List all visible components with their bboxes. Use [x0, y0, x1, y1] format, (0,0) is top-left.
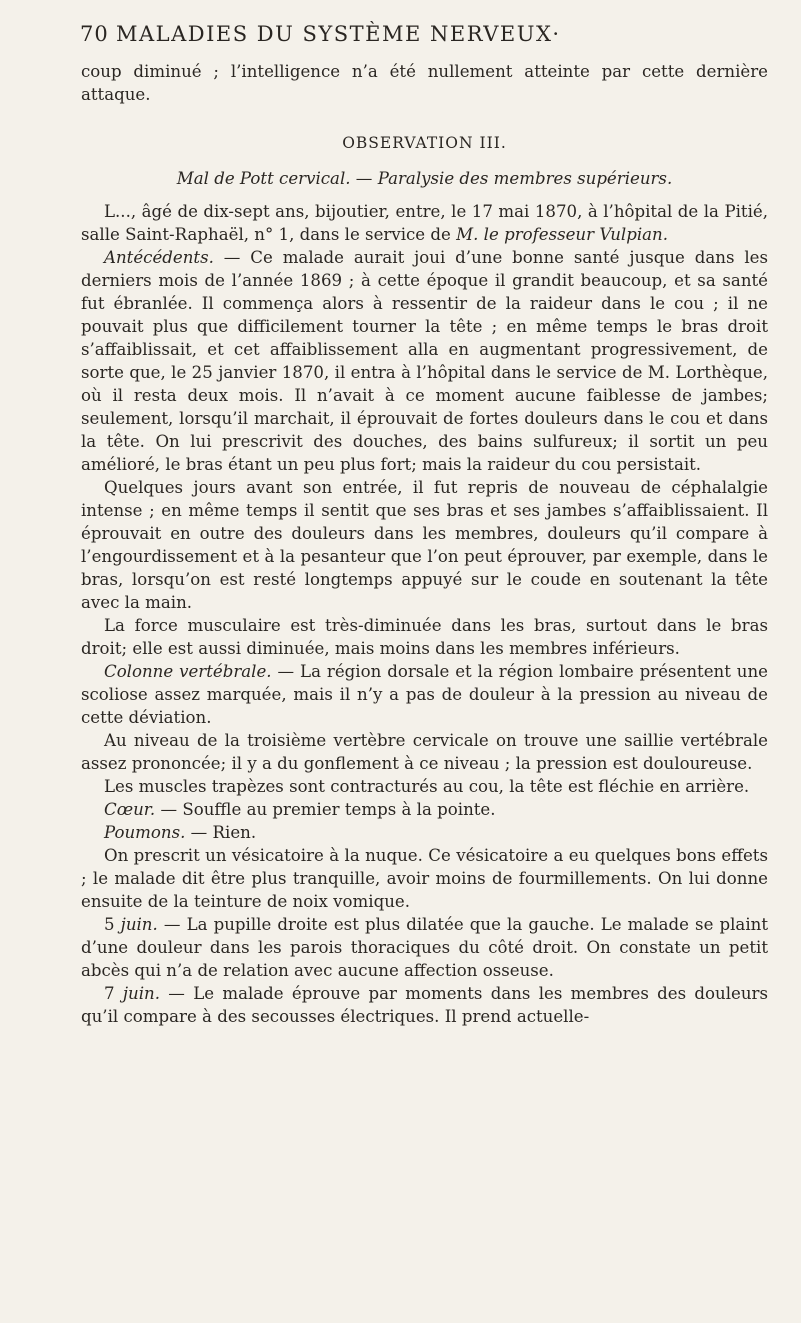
june-7-day: 7	[104, 984, 123, 1003]
june-7-month: juin.	[122, 984, 160, 1003]
running-head	[80, 22, 760, 52]
running-title: MALADIES DU SYSTÈME NERVEUX·	[116, 22, 561, 46]
subtitle-part-a: Mal de Pott cervical.	[176, 169, 351, 188]
heart-heading: Cœur.	[104, 800, 156, 819]
lungs-heading: Poumons.	[104, 823, 186, 842]
paragraph-admission	[81, 200, 768, 246]
june-5-text: — La pupille droite est plus dilatée que la gauche. Le malade se plaint d’une douleur dans les parois thoraciques du côté droit. On constate un petit abcès qui n’a de relation avec aucune affection osseuse.	[81, 915, 768, 980]
june-5-day: 5	[104, 915, 121, 934]
spine-text: — La région dorsale et la région lombaire présentent une scoliose assez marquée, mais il n’y a pas de douleur à la pression au niveau de cette déviation.	[81, 662, 768, 727]
paragraph-relapse: Quelques jours avant son entrée, il fut repris de nouveau de céphalalgie intense ; en même temps il sentit que ses bras et ses jambes s’affaiblissaient. Il éprouvait en outre des douleurs dans les membres, douleurs qu’il compare à l’engourdissement et à la pesanteur que l’on peut éprouver, par exemple, dans le bras, lorsqu’on est resté longtemps appuyé sur le coude en soutenant la tête avec la main.	[81, 478, 768, 612]
paragraph-trapezius: Les muscles trapèzes sont contracturés au cou, la tête est fléchie en arrière.	[104, 777, 750, 796]
paragraph-spine	[81, 660, 768, 729]
subtitle-separator: —	[350, 169, 378, 188]
observation-subtitle	[81, 167, 768, 190]
body-text	[81, 60, 768, 1028]
paragraph-muscle-force: La force musculaire est très-diminuée dans les bras, surtout dans le bras droit; elle est aussi diminuée, mais moins dans les membres inférieurs.	[81, 616, 768, 658]
paragraph-treatment: On prescrit un vésicatoire à la nuque. Ce vésicatoire a eu quelques bons effets ; le malade dit être plus tranquille, avoir moins de fourmillements. On lui donne ensuite de la teinture de noix vomique.	[81, 846, 768, 911]
paragraph-lungs	[81, 821, 768, 844]
page-number: 70	[80, 22, 109, 46]
paragraph-heart	[81, 798, 768, 821]
paragraph-june-5	[81, 913, 768, 982]
paragraph-continuation: coup diminué ; l’intelligence n’a été nullement atteinte par cette dernière attaque.	[81, 62, 768, 104]
antecedents-heading: Antécédents.	[104, 248, 214, 267]
spine-heading: Colonne vertébrale.	[104, 662, 272, 681]
lungs-text: — Rien.	[185, 823, 257, 842]
subtitle-part-b: Paralysie des membres supérieurs.	[377, 169, 673, 188]
paragraph-antecedents	[81, 246, 768, 476]
paragraph-june-7	[81, 982, 768, 1028]
admission-service: M. le professeur Vulpian.	[456, 225, 669, 244]
june-5-month: juin.	[120, 915, 158, 934]
observation-title: OBSERVATION III.	[342, 134, 507, 152]
admission-text: L..., âgé de dix-sept ans, bijoutier, entre, le 17 mai 1870, à l’hôpital de la Pitié, salle Saint-Raphaël, n° 1, dans le service de	[81, 202, 768, 244]
paragraph-cervical: Au niveau de la troisième vertèbre cervicale on trouve une saillie vertébrale assez prononcée; il y a du gonflement à ce niveau ; la pression est douloureuse.	[81, 731, 768, 773]
june-7-text: — Le malade éprouve par moments dans les membres des douleurs qu’il compare à des secousses électriques. Il prend actuelle-	[81, 984, 768, 1026]
heart-text: — Souffle au premier temps à la pointe.	[155, 800, 496, 819]
antecedents-text: — Ce malade aurait joui d’une bonne santé jusque dans les derniers mois de l’année 1869 ; à cette époque il grandit beaucoup, et sa santé fut ébranlée. Il commença alors à ressentir de la raideur dans le cou ; il ne pouvait plus que difficilement tourner la tête ; en même temps le bras droit s’affaiblissait, et cet affaiblissement alla en augmentant progressivement, de sorte que, le 25 janvier 1870, il entra à l’hôpital dans le service de M. Lorthèque, où il resta deux mois. Il n’avait à ce moment aucune faiblesse de jambes; seulement, lorsqu’il marchait, il éprouvait de fortes douleurs dans le cou et dans la tête. On lui prescrivit des douches, des bains sulfureux; il sortit un peu amélioré, le bras étant un peu plus fort; mais la raideur du cou persistait.	[81, 248, 768, 474]
